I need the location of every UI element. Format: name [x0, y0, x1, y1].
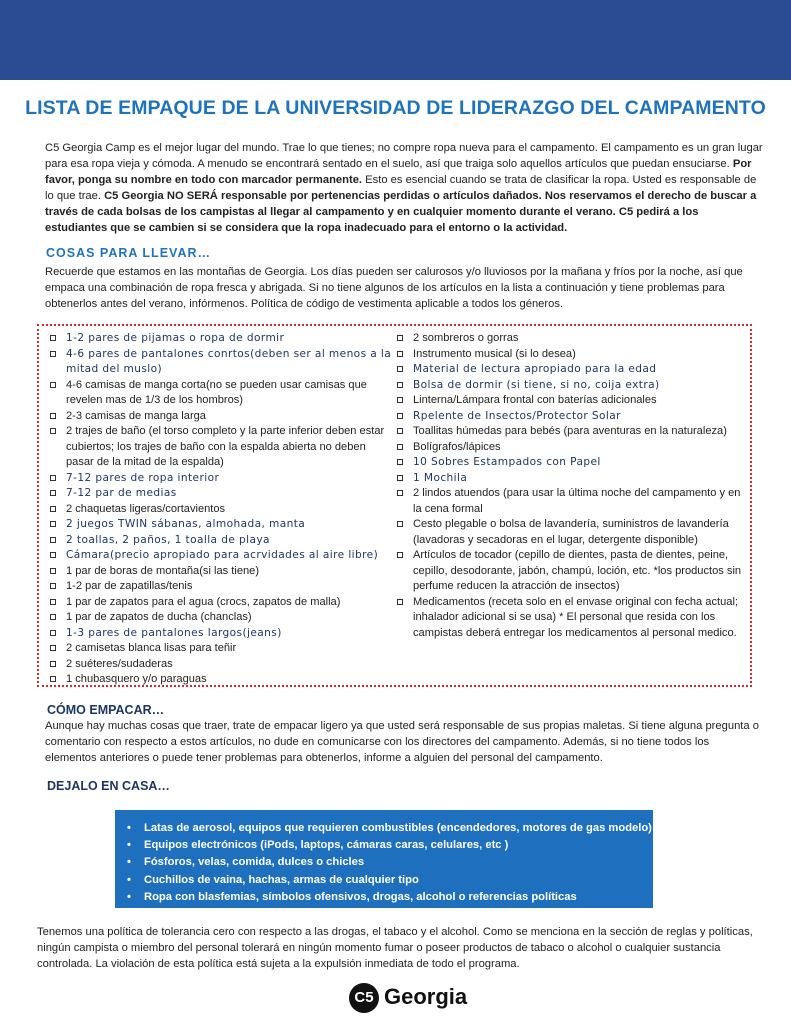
checklist-item[interactable] [50, 610, 395, 626]
leave-item-label: Fósforos, velas, comida, dulces o chicles [144, 856, 365, 869]
checklist-item-label: 1 chubasquero y/o paraguas [66, 673, 207, 685]
checklist-item-label: 2 camisetas blanca lisas para teñir [66, 642, 237, 654]
checklist-item[interactable] [50, 347, 395, 378]
bring-heading: COSAS PARA LLEVAR… [46, 246, 211, 260]
checkbox-icon[interactable] [397, 444, 403, 450]
checklist-item[interactable] [50, 502, 395, 518]
checkbox-icon[interactable] [50, 676, 56, 682]
checklist-item-label: 4-6 camisas de manga corta(no se pueden usar camisas que revelen mas de 1/3 de los hombros) [66, 378, 367, 406]
checklist-item[interactable] [50, 409, 395, 425]
checklist-item[interactable] [397, 471, 747, 487]
checklist-item-label: 1 par de zapatos de ducha (chanclas) [66, 611, 252, 623]
checkbox-icon[interactable] [50, 537, 56, 543]
checkbox-icon[interactable] [397, 521, 403, 527]
checklist-item-label: Bolsa de dormir (si tiene, si no, coija extra) [413, 378, 660, 391]
checklist-item-label: 2-3 camisas de manga larga [66, 409, 206, 422]
intro-text-2: Esto es esencial cuando se trata de clasificar la ropa. Usted es responsable de lo que trae. [45, 174, 757, 202]
bullet-icon: • [127, 890, 131, 903]
leave-heading: DEJALO EN CASA… [47, 779, 170, 793]
checklist-item[interactable] [397, 362, 747, 378]
checklist-item[interactable] [50, 626, 395, 642]
bullet-icon: • [127, 822, 131, 834]
checklist-item[interactable] [397, 595, 747, 642]
checkbox-icon[interactable] [50, 382, 56, 388]
checklist-item[interactable] [397, 548, 747, 595]
checkbox-icon[interactable] [397, 475, 403, 481]
intro-text-1: C5 Georgia Camp es el mejor lugar del mundo. Trae lo que tienes; no compre ropa nueva para el campamento. El campamento es un gran lugar para esa ropa vieja y cómoda. A menudo se encontrará sentado en el suelo, así que traiga solo aquellos artículos que puedan ensuciarse. [45, 142, 763, 170]
bullet-icon: • [127, 839, 131, 852]
intro-bold-2: C5 Georgia NO SERÁ responsable por pertenencias perdidas o artículos dañados. Nos reservamos el derecho de buscar a través de cada bolsas de los campistas al llegar al campamento y en cualquier momento durante el verano. C5 pedirá a los estudiantes que se cambien si se considera que la ropa inadecuado para el entorno o la actividad. [45, 190, 757, 234]
checklist-item[interactable] [397, 331, 747, 347]
checkbox-icon[interactable] [50, 630, 56, 636]
checkbox-icon[interactable] [397, 428, 403, 434]
checklist-item-label: 2 suéteres/sudaderas [66, 657, 173, 670]
bullet-icon: • [127, 856, 131, 869]
checklist-item-label: 2 lindos atuendos (para usar la última noche del campamento y en la cena formal [413, 487, 741, 515]
checklist-item-label: 7-12 par de medias [66, 487, 177, 499]
checklist-item-label: 2 juegos TWIN sábanas, almohada, manta [66, 518, 306, 530]
checklist-item-label: 1 par de boras de montaña(si las tiene) [66, 564, 260, 577]
checklist-item-label: Linterna/Lámpara frontal con baterías adicionales [413, 394, 657, 406]
checklist-item[interactable] [50, 378, 395, 409]
checklist-item[interactable] [397, 347, 747, 363]
checklist-item[interactable] [50, 672, 395, 688]
leave-item [127, 872, 653, 889]
checkbox-icon[interactable] [397, 413, 403, 419]
checklist-item-label: 1 Mochila [413, 471, 468, 484]
checkbox-icon[interactable] [50, 413, 56, 419]
checkbox-icon[interactable] [50, 552, 56, 558]
checklist-item[interactable] [50, 657, 395, 673]
checkbox-icon[interactable] [397, 490, 403, 496]
checklist-item[interactable] [397, 455, 747, 471]
checkbox-icon[interactable] [397, 552, 403, 558]
c5-georgia-logo [349, 983, 469, 1015]
checklist-item[interactable] [50, 471, 395, 487]
leave-item-label: Ropa con blasfemias, símbolos ofensivos, drogas, alcohol o referencias políticas [144, 890, 577, 903]
checklist-item-label: Toallitas húmedas para bebés (para aventuras en la naturaleza) [413, 425, 727, 437]
checklist-item[interactable] [397, 424, 747, 440]
checkbox-icon[interactable] [50, 614, 56, 620]
checklist-item-label: 10 Sobres Estampados con Papel [413, 456, 601, 468]
checkbox-icon[interactable] [397, 366, 403, 372]
checklist-item-label: Cámara(precio apropiado para acrvidades al aire libre) [66, 549, 379, 561]
intro-bold-1: Por favor, ponga su nombre en todo con marcador permanente. [45, 158, 752, 186]
checklist-item[interactable] [50, 564, 395, 580]
checklist-item[interactable] [50, 641, 395, 657]
checkbox-icon[interactable] [50, 645, 56, 651]
leave-item [127, 854, 653, 871]
header-banner [0, 0, 791, 80]
checkbox-icon[interactable] [397, 382, 403, 388]
checklist-item-label: Rpelente de Insectos/Protector Solar [413, 409, 621, 422]
checklist-item[interactable] [397, 393, 747, 409]
checklist-item[interactable] [397, 517, 747, 548]
bullet-icon: • [127, 873, 131, 886]
leave-item [127, 889, 653, 906]
checklist-left-column [50, 331, 395, 688]
checkbox-icon[interactable] [397, 335, 403, 341]
leave-at-home-box [115, 810, 653, 908]
logo-text: Georgia [384, 984, 468, 1009]
packing-heading: CÓMO EMPACAR… [47, 703, 165, 717]
bring-paragraph: Recuerde que estamos en las montañas de Georgia. Los días pueden ser calurosos y/o lluviosos por la mañana y fríos por la noche, así que empaca una combinación de ropa fresca y abrigada. Si no tiene algunos de los artículos en la lista a continuación y tiene problemas para obtenerlos antes del verano, infórmenos. Política de código de vestimenta aplicable a todos los géneros. [45, 266, 743, 310]
checklist-item-label: Medicamentos (receta solo en el envase original con fecha actual; inhalador adicional si se usa) * El personal que resida con los campistas deberá entregar los medicamentos al personal medico. [413, 595, 738, 639]
checklist-item[interactable] [397, 409, 747, 425]
checkbox-icon[interactable] [50, 475, 56, 481]
checkbox-icon[interactable] [397, 599, 403, 605]
checklist-item[interactable] [397, 440, 747, 456]
checklist-item[interactable] [397, 378, 747, 394]
checklist-item-label: Material de lectura apropiado para la edad [413, 363, 657, 375]
checkbox-icon[interactable] [50, 506, 56, 512]
checklist-item[interactable] [50, 517, 395, 533]
intro-paragraph [45, 140, 763, 236]
checkbox-icon[interactable] [50, 428, 56, 434]
policy-paragraph: Tenemos una política de tolerancia cero con respecto a las drogas, el tabaco y el alcohol. Como se menciona en la sección de reglas y políticas, ningún campista o miembro del personal tolerará en ningún momento fumar o poseer productos de tabaco o alcohol o cualquier sustancia controlada. La violación de esta política está sujeta a la expulsión inmediata de todo el programa. [37, 926, 753, 970]
leave-item-label: Cuchillos de vaina, hachas, armas de cualquier tipo [144, 873, 419, 886]
checkbox-icon[interactable] [397, 351, 403, 357]
checkbox-icon[interactable] [50, 351, 56, 357]
checklist-item-label: 2 trajes de baño (el torso completo y la parte inferior deben estar cubiertos; los trajes de baño con la espalda abierta no deben pasar de la mitad de la espalda) [66, 425, 385, 468]
checklist-item[interactable] [50, 595, 395, 611]
checklist-item-label: Bolígrafos/lápices [413, 440, 501, 453]
leave-at-home-list [127, 820, 653, 906]
checklist-item-label: 4-6 pares de pantalones conrtos(deben ser al menos a la mitad del muslo) [66, 347, 392, 375]
checklist-right-column [397, 331, 747, 641]
leave-item [127, 837, 653, 854]
checklist-item[interactable] [50, 548, 395, 564]
checkbox-icon[interactable] [397, 397, 403, 403]
packing-paragraph: Aunque hay muchas cosas que traer, trate de empacar ligero ya que usted será responsable de sus propias maletas. Si tiene alguna pregunta o comentario con respecto a estos artículos, no dude en comunicarse con los directores del campamento. Además, si no tiene todos los elementos anteriores o puede tener problemas para obtenerlos, informe a alguien del personal del campamento. [45, 720, 759, 764]
checkbox-icon[interactable] [50, 661, 56, 667]
checklist-item[interactable] [50, 486, 395, 502]
checklist-item-label: Artículos de tocador (cepillo de dientes, pasta de dientes, peine, cepillo, desodorante, jabón, champú, loción, etc. *los productos sin perfume reducen la atracción de insectos) [413, 549, 742, 592]
checkbox-icon[interactable] [50, 568, 56, 574]
checkbox-icon[interactable] [50, 583, 56, 589]
checklist-item-label: 1-2 pares de pijamas o ropa de dormir [66, 332, 285, 344]
checkbox-icon[interactable] [50, 490, 56, 496]
checkbox-icon[interactable] [50, 599, 56, 605]
checklist-item-label: Instrumento musical (si lo desea) [413, 347, 576, 360]
checklist-item[interactable] [50, 331, 395, 347]
checkbox-icon[interactable] [397, 459, 403, 465]
checklist-item-label: 2 chaquetas ligeras/cortavientos [66, 502, 226, 515]
leave-item-label: Equipos electrónicos (iPods, laptops, cámaras caras, celulares, etc ) [144, 839, 509, 852]
checkbox-icon[interactable] [50, 335, 56, 341]
leave-item [127, 820, 653, 837]
checklist-item-label: 2 toallas, 2 paños, 1 toalla de playa [66, 533, 270, 546]
checkbox-icon[interactable] [50, 521, 56, 527]
checklist-item-label: Cesto plegable o bolsa de lavandería, suministros de lavandería (lavadoras y secadoras en el lugar, detergente disponible) [413, 518, 729, 546]
checklist-item-label: 1-2 par de zapatillas/tenis [66, 580, 193, 592]
checklist-item[interactable] [50, 579, 395, 595]
checklist-item-label: 1 par de zapatos para el agua (crocs, zapatos de malla) [66, 595, 341, 608]
checklist-item-label: 2 sombreros o gorras [413, 332, 519, 344]
checklist-item-label: 1-3 pares de pantalones largos(jeans) [66, 626, 282, 639]
c5-logo-icon: C5 [349, 983, 379, 1013]
checklist-item[interactable] [397, 486, 747, 517]
checklist-item[interactable] [50, 533, 395, 549]
page-title: LISTA DE EMPAQUE DE LA UNIVERSIDAD DE LIDERAZGO DEL CAMPAMENTO [25, 97, 766, 119]
checklist-item[interactable] [50, 424, 395, 471]
checklist-item-label: 7-12 pares de ropa interior [66, 471, 220, 484]
leave-item-label: Latas de aerosol, equipos que requieren combustibles (encendedores, motores de gas modelo) [144, 822, 652, 834]
